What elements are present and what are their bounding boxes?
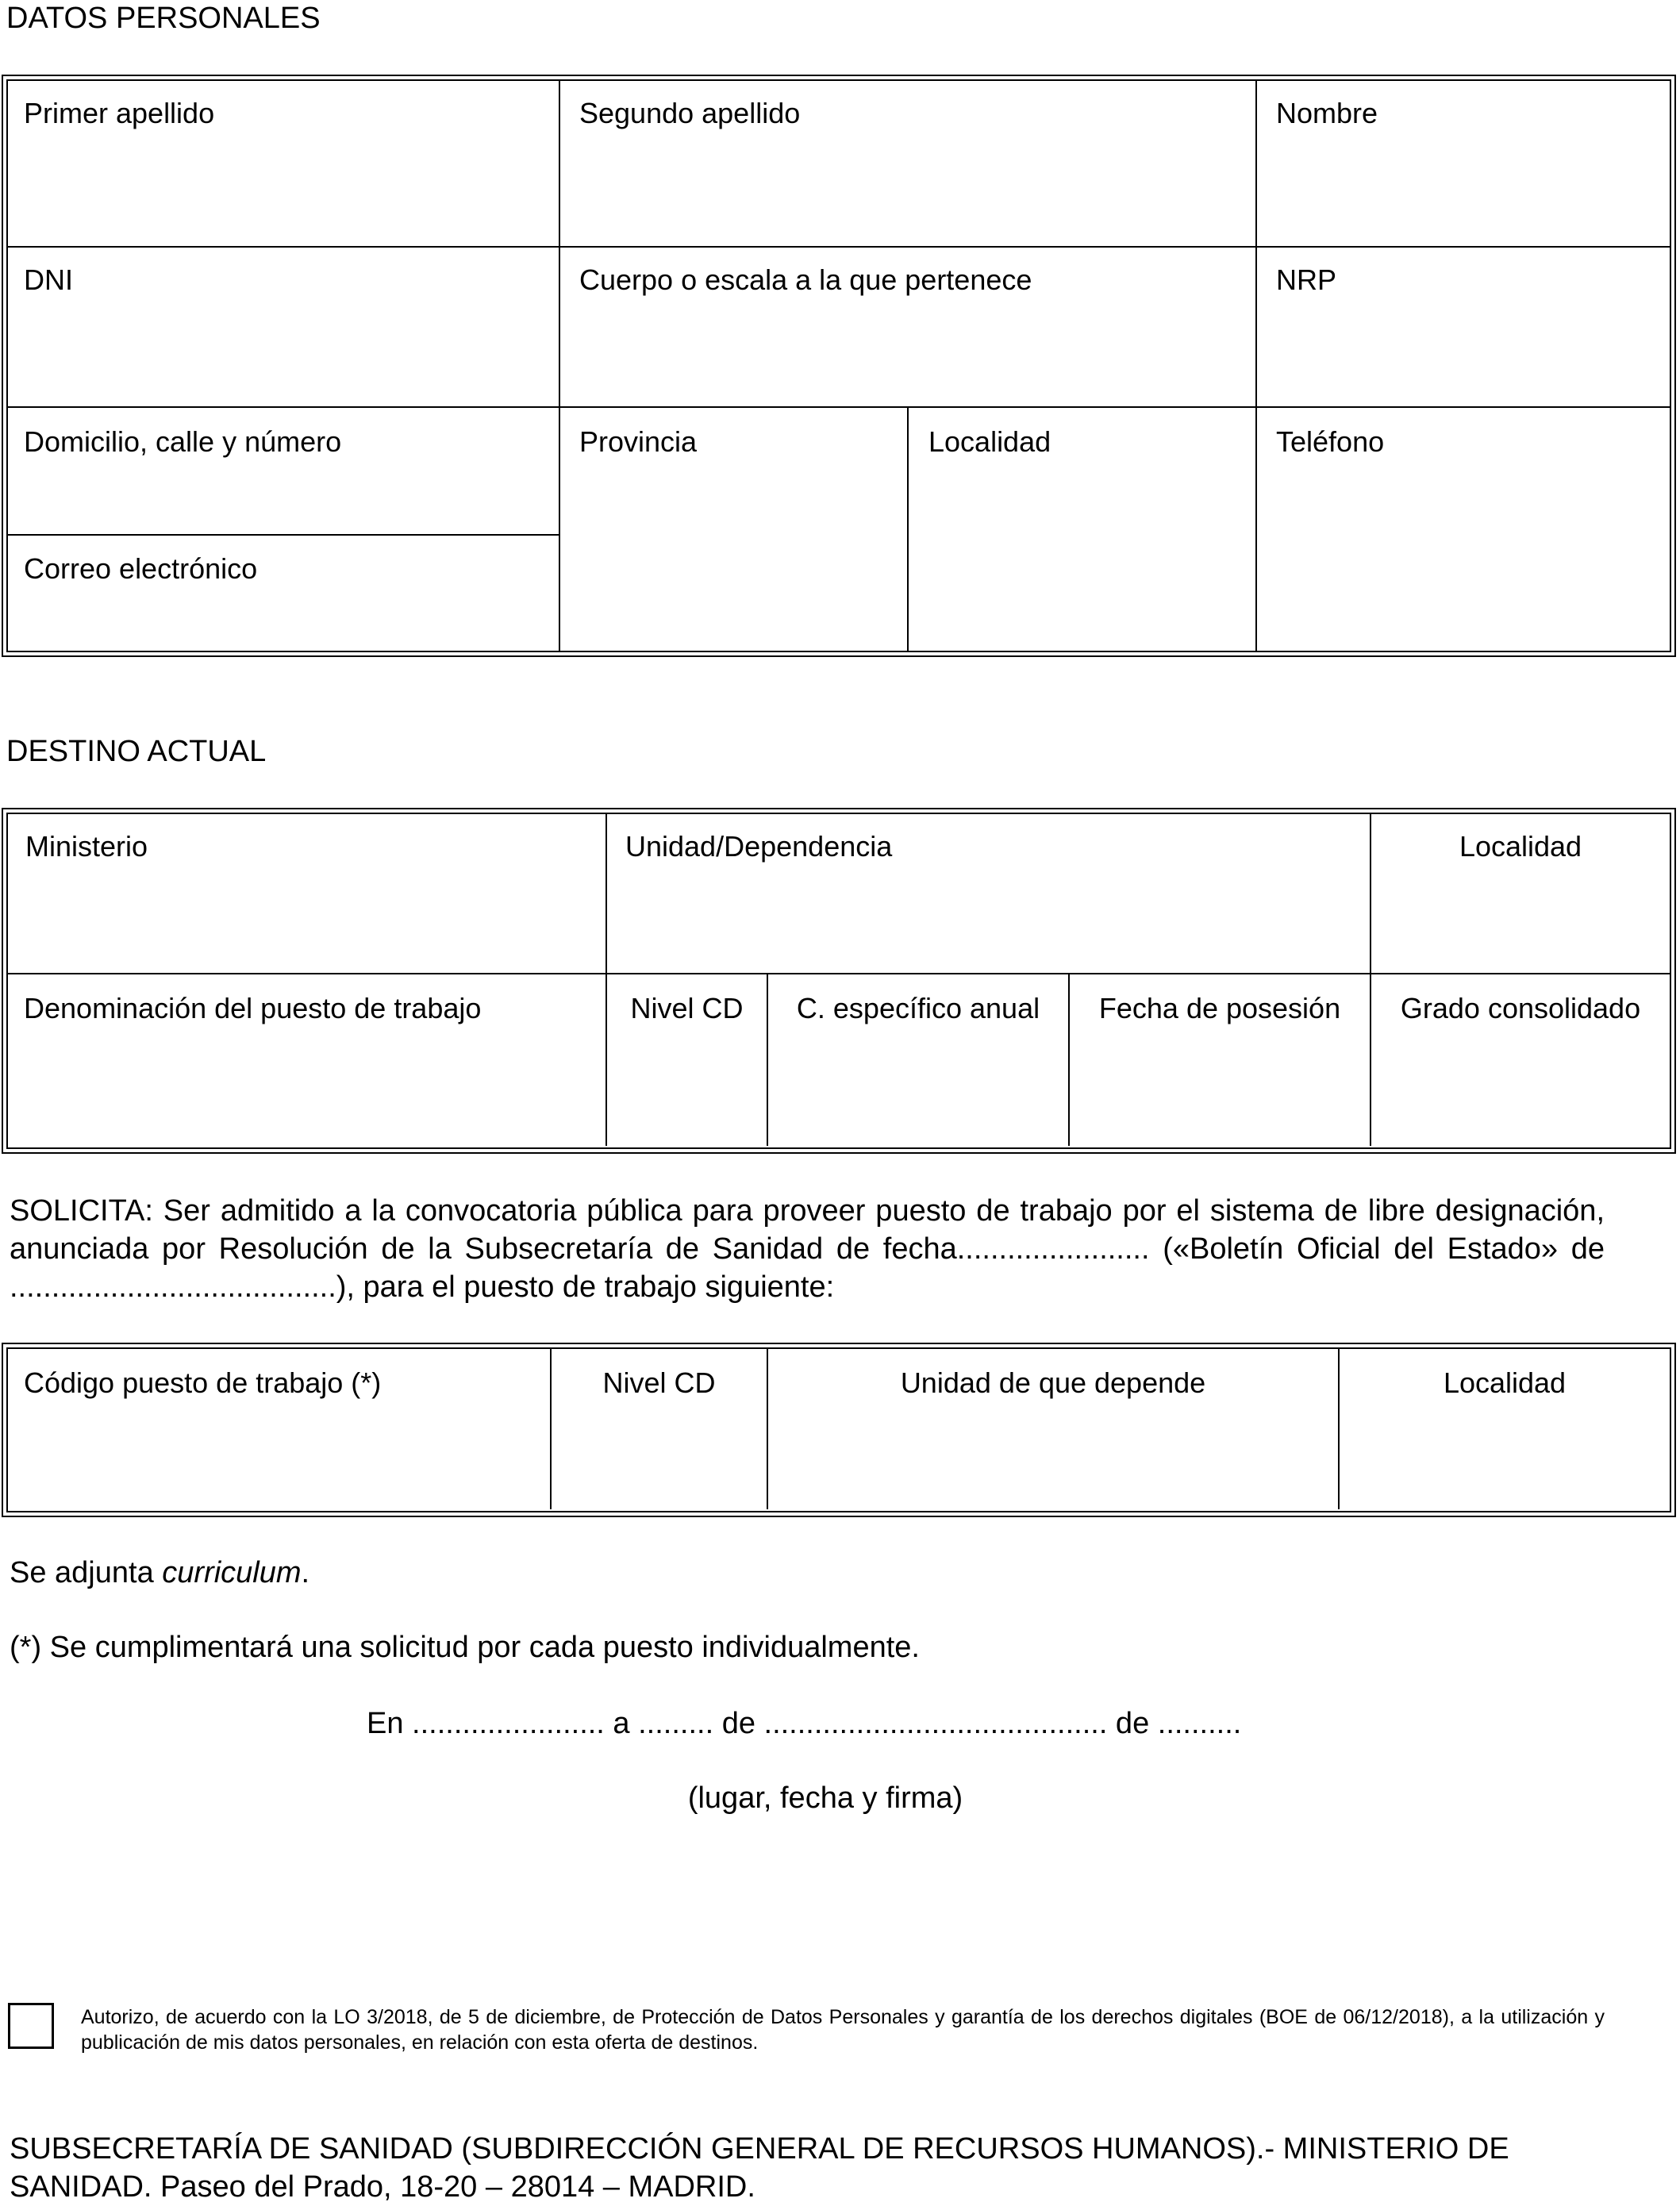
ministerio-field[interactable]: Ministerio: [25, 830, 148, 863]
autorizo-checkbox[interactable]: [8, 2003, 54, 2049]
nombre-field[interactable]: Nombre: [1276, 97, 1378, 129]
c-especifico-field[interactable]: C. específico anual: [796, 992, 1040, 1024]
correo-field[interactable]: Correo electrónico: [24, 552, 258, 585]
fecha-posesion-field[interactable]: Fecha de posesión: [1098, 992, 1341, 1024]
telefono-field[interactable]: Teléfono: [1276, 425, 1385, 458]
solicita-paragraph: SOLICITA: Ser admitido a la convocatoria pública para proveer puesto de trabajo por el sistema de libre designación, anunciada por Resolución de la Subsecretaría de Sanidad de fecha....................... («Boletín Oficial del Estado» de .......................................), para el puesto de trabajo siguiente:: [10, 1194, 1605, 1304]
segundo-apellido-field[interactable]: Segundo apellido: [579, 97, 801, 129]
localidad-field[interactable]: Localidad: [928, 425, 1051, 458]
unidad-dependencia-field[interactable]: Unidad/Dependencia: [625, 830, 893, 863]
dni-field[interactable]: DNI: [24, 263, 73, 296]
codigo-puesto-field[interactable]: Código puesto de trabajo (*): [24, 1366, 382, 1399]
domicilio-field[interactable]: Domicilio, calle y número: [24, 425, 342, 458]
datos-personales-title: DATOS PERSONALES: [6, 2, 321, 35]
autorizacion-text: Autorizo, de acuerdo con la LO 3/2018, de 5 de diciembre, de Protección de Datos Personales y garantía de los derechos digitales (BOE de 06/12/2018), a la utilización y publicación de mis datos personales, en relación con esta oferta de destinos.: [81, 2006, 1605, 2054]
nrp-field[interactable]: NRP: [1276, 263, 1337, 296]
destino-actual-title: DESTINO ACTUAL: [6, 735, 267, 768]
adjunta-curriculum: Se adjunta curriculum.: [10, 1556, 310, 1589]
footer-address: SUBSECRETARÍA DE SANIDAD (SUBDIRECCIÓN GENERAL DE RECURSOS HUMANOS).- MINISTERIO DE SANIDAD. Paseo del Prado, 18-20 – 28014 – MADRID.: [10, 2132, 1509, 2204]
nivel-cd-puesto-field[interactable]: Nivel CD: [602, 1366, 716, 1399]
cuerpo-escala-field[interactable]: Cuerpo o escala a la que pertenece: [579, 263, 1032, 296]
nivel-cd-field[interactable]: Nivel CD: [630, 992, 744, 1024]
unidad-depende-field[interactable]: Unidad de que depende: [900, 1366, 1206, 1399]
localidad-puesto-field[interactable]: Localidad: [1443, 1366, 1567, 1399]
nota-solicitud: (*) Se cumplimentará una solicitud por cada puesto individualmente.: [10, 1631, 920, 1664]
primer-apellido-field[interactable]: Primer apellido: [24, 97, 215, 129]
fecha-lugar-line[interactable]: En ....................... a ......... de ......................................... de ..........: [367, 1707, 1242, 1740]
firma-caption: (lugar, fecha y firma): [687, 1781, 963, 1815]
denominacion-puesto-field[interactable]: Denominación del puesto de trabajo: [24, 992, 482, 1024]
localidad-destino-field[interactable]: Localidad: [1459, 830, 1582, 863]
grado-consolidado-field[interactable]: Grado consolidado: [1400, 992, 1641, 1024]
provincia-field[interactable]: Provincia: [579, 425, 698, 458]
